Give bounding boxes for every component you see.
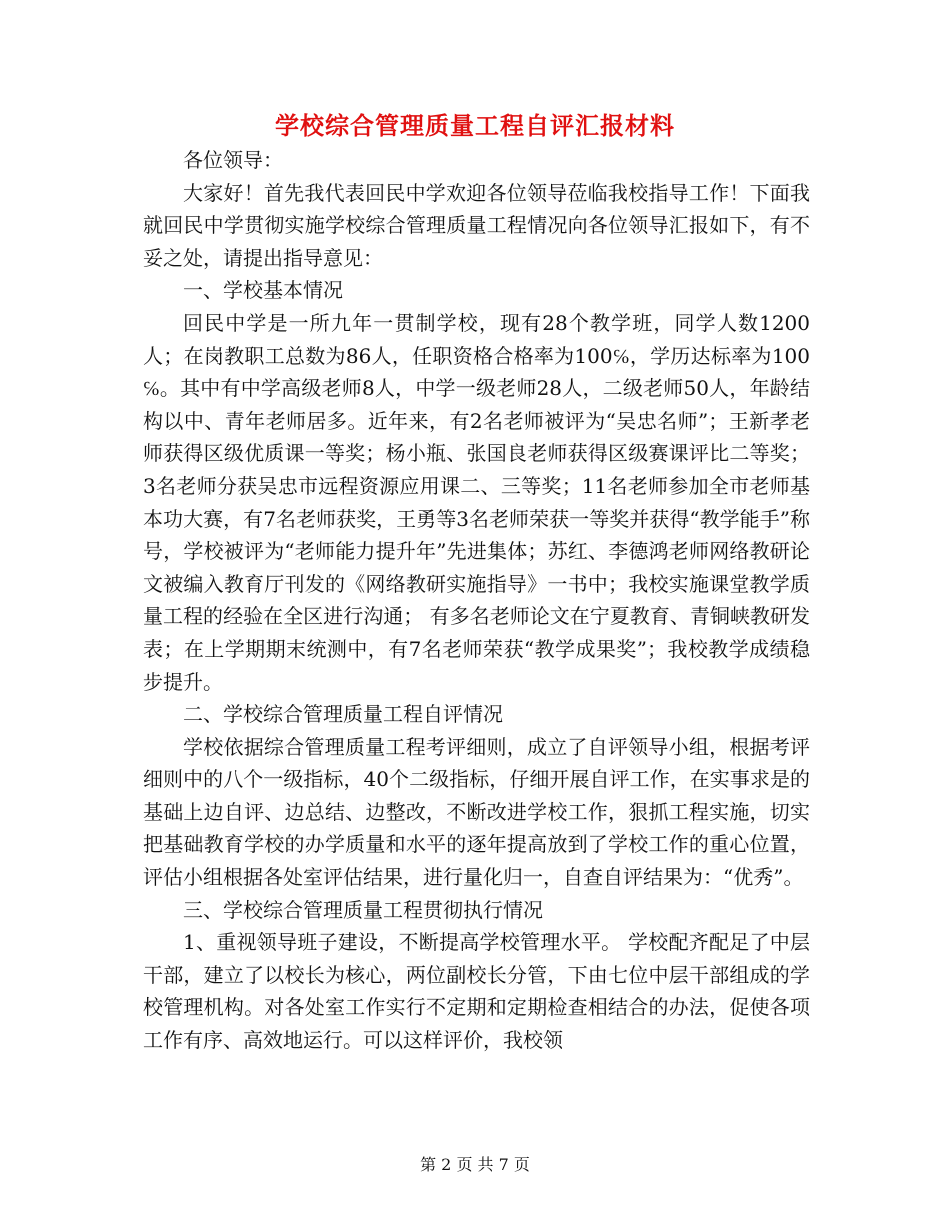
leadership-paragraph: 1、重视领导班子建设，不断提高学校管理水平。 学校配齐配足了中层干部，建立了以校长为核心，两位副校长分管，下由七位中层干部组成的学校管理机构。对各处室工作实行不定期和定期检查相结合的办法，促使各项工作有序、高效地运行。可以这样评价，我校领 [143,930,810,1053]
document-body [143,144,810,1057]
basic-info-paragraph: 回民中学是一所九年一贯制学校，现有28个教学班，同学人数1200人；在岗教职工总数为86人，任职资格合格率为100℅，学历达标率为100℅。其中有中学高级老师8人，中学一级老师28人，二级老师50人，年龄结构以中、青年老师居多。近年来，有2名老师被评为“吴忠名师”；王新孝老师获得区级优质课一等奖；杨小瓶、张国良老师获得区级赛课评比二等奖；3名老师分获吴忠市远程资源应用课二、三等奖；11名老师参加全市老师基本功大赛，有7名老师获奖，王勇等3名老师荣获一等奖并获得“教学能手”称号，学校被评为“老师能力提升年”先进集体；苏红、李德鸿老师网络教研论文被编入教育厅刊发的《网络教研实施指导》一书中；我校实施课堂教学质量工程的经验在全区进行沟通； 有多名老师论文在宁夏教育、青铜峡教研发表；在上学期期末统测中，有7名老师荣获“教学成果奖”；我校教学成绩稳步提升。 [143,310,810,694]
page-footer [0,1153,950,1177]
salutation: 各位领导： [183,148,283,172]
section-heading-3: 三、学校综合管理质量工程贯彻执行情况 [183,897,543,922]
section-heading-2: 二、学校综合管理质量工程自评情况 [183,702,503,727]
section-heading-1: 一、学校基本情况 [183,278,343,303]
self-evaluation-paragraph: 学校依据综合管理质量工程考评细则，成立了自评领导小组，根据考评细则中的八个一级指标，40个二级指标，仔细开展自评工作，在实事求是的基础上边自评、边总结、边整改，不断改进学校工作，狠抓工程实施，切实把基础教育学校的办学质量和水平的逐年提高放到了学校工作的重心位置，评估小组根据各处室评估结果，进行量化归一，自查自评结果为：“优秀”。 [143,734,810,890]
page-number: 第 2 页 共 7 页 [420,1155,530,1174]
intro-paragraph: 大家好！首先我代表回民中学欢迎各位领导莅临我校指导工作！下面我就回民中学贯彻实施学校综合管理质量工程情况向各位领导汇报如下，有不妥之处，请提出指导意见： [143,180,810,270]
document-title: 学校综合管理质量工程自评汇报材料 [275,111,675,140]
